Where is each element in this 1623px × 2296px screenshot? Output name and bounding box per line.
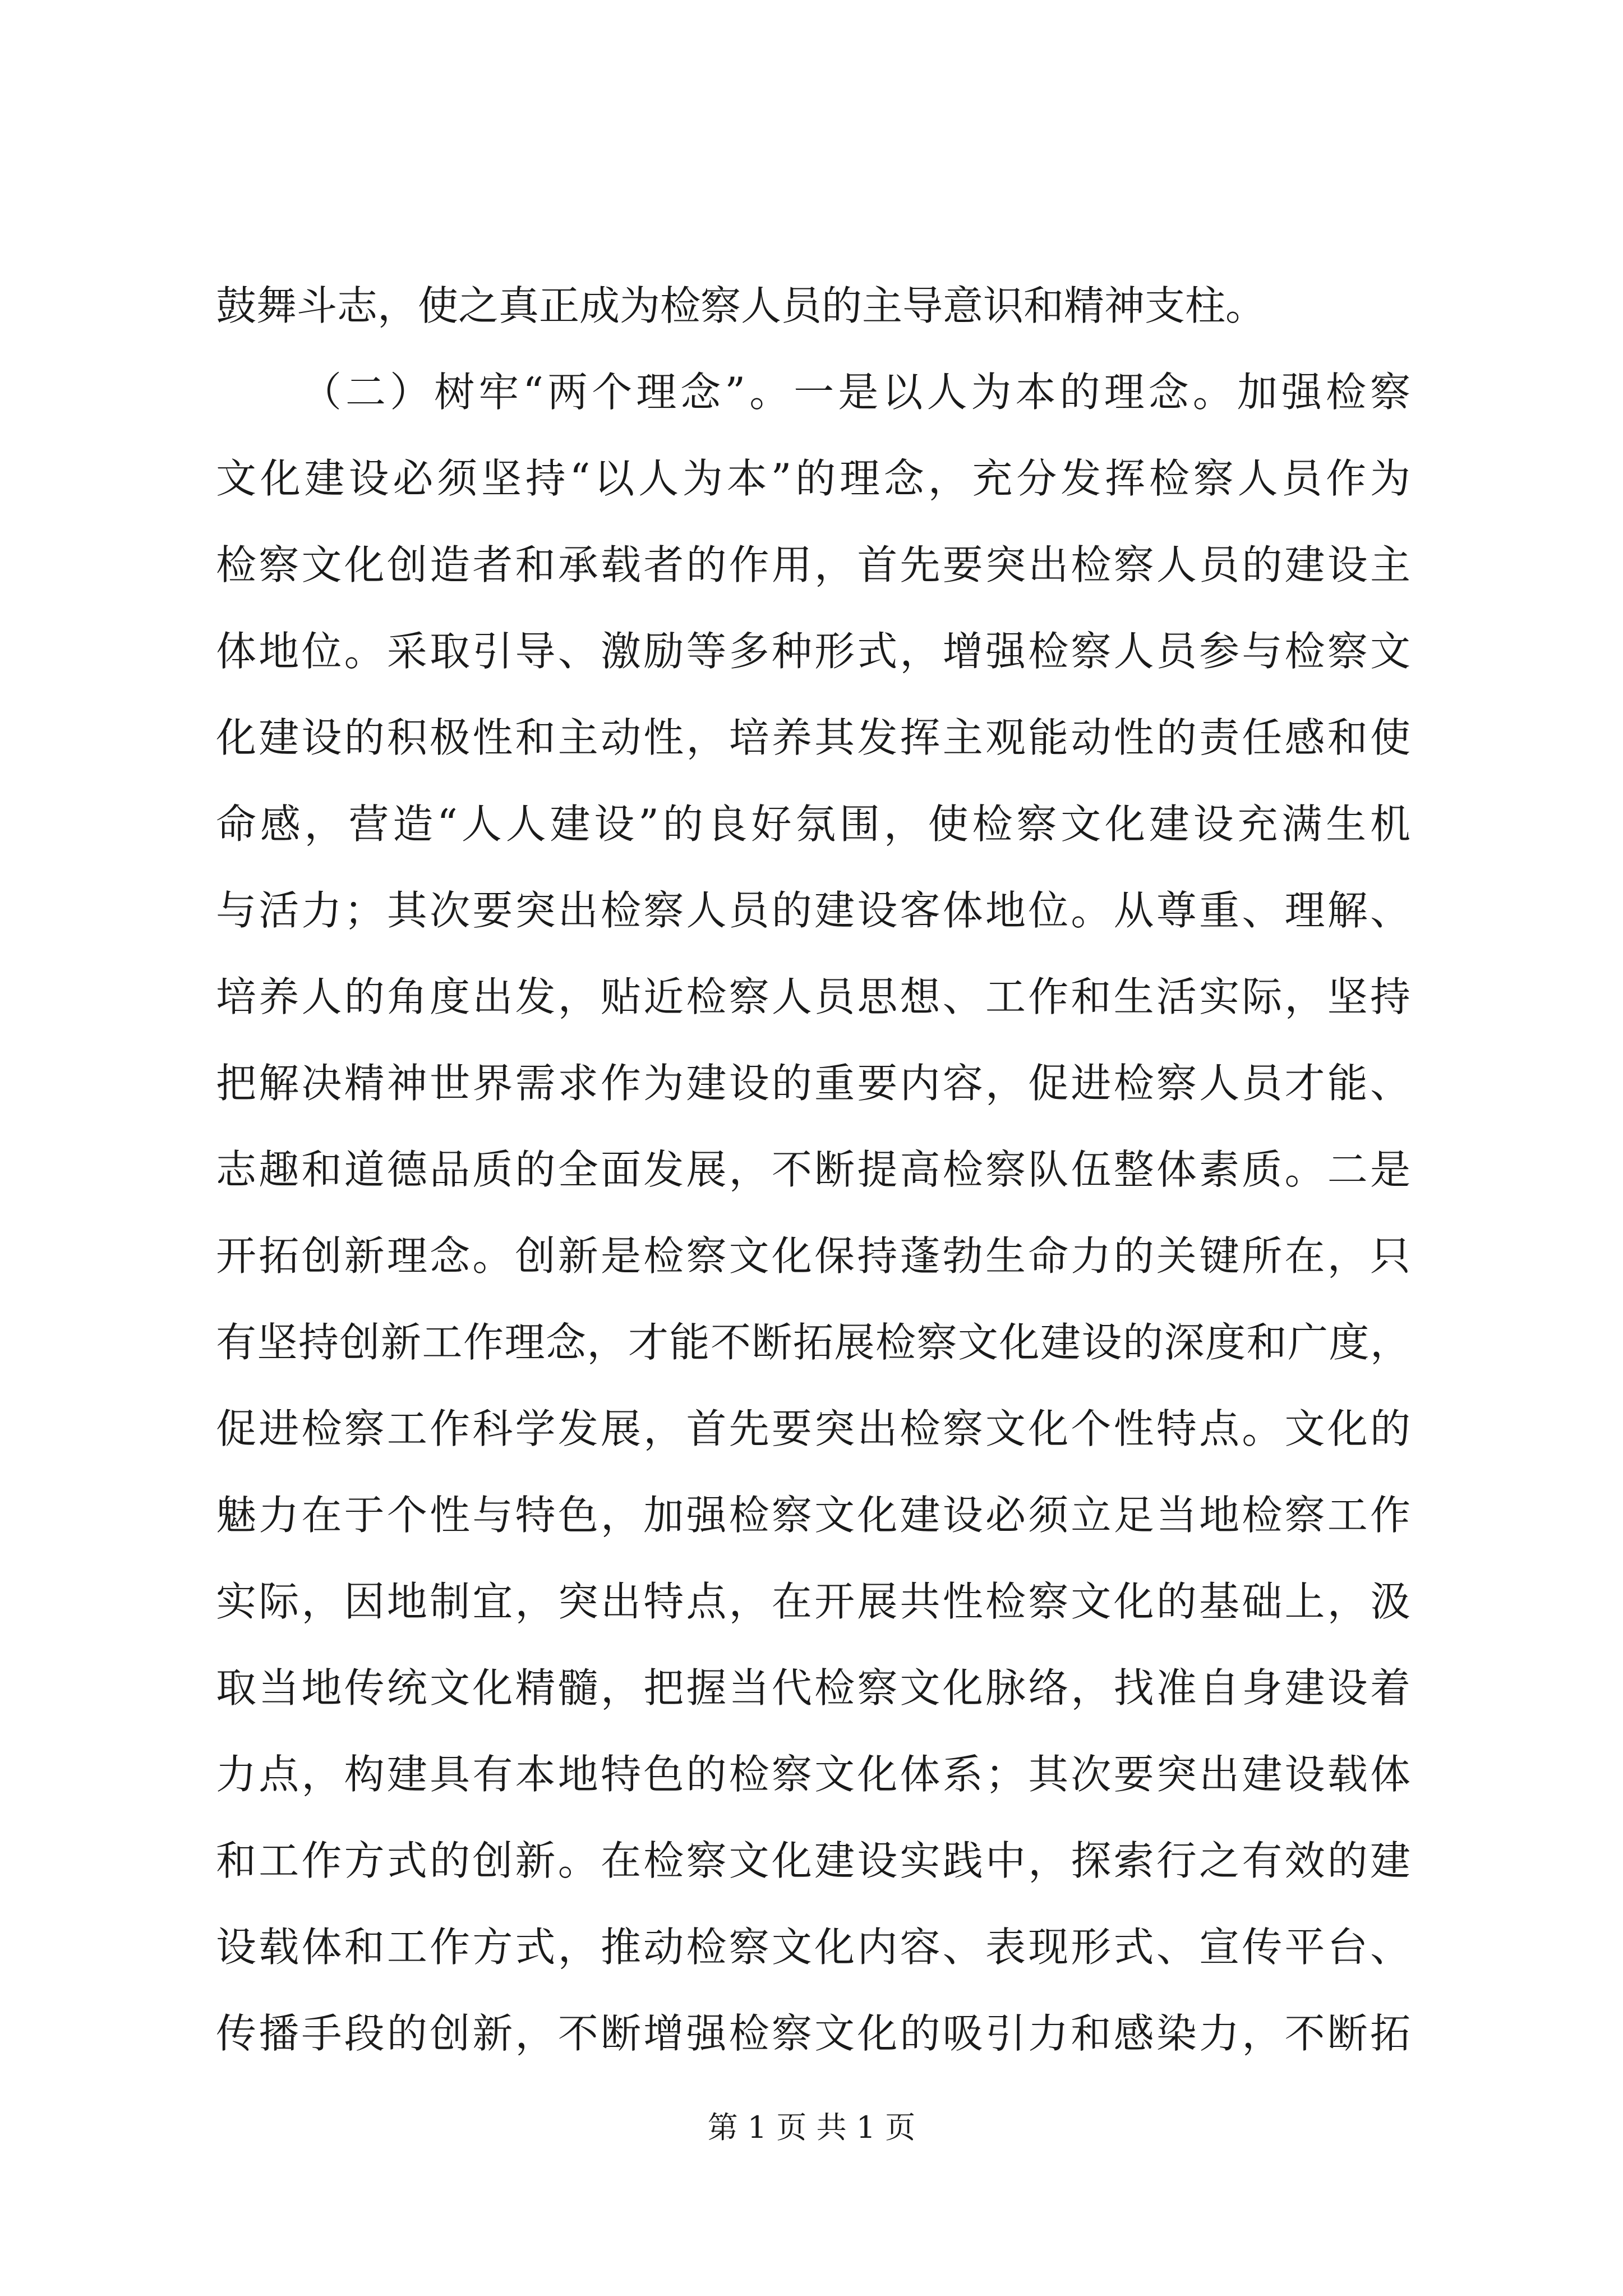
text-line: 把解决精神世界需求作为建设的重要内容，促进检察人员才能、 — [216, 1060, 1410, 1107]
text-line: 化建设的积极性和主动性，培养其发挥主观能动性的责任感和使 — [216, 714, 1410, 761]
text-line: 命感，营造“人人建设”的良好氛围，使检察文化建设充满生机 — [216, 800, 1410, 848]
text-line: 实际，因地制宜，突出特点，在开展共性检察文化的基础上，汲 — [216, 1578, 1410, 1625]
text-line: 取当地传统文化精髓，把握当代检察文化脉络，找准自身建设着 — [216, 1664, 1410, 1711]
text-line: 促进检察工作科学发展，首先要突出检察文化个性特点。文化的 — [216, 1405, 1410, 1452]
text-line: 魅力在于个性与特色，加强检察文化建设必须立足当地检察工作 — [216, 1492, 1410, 1539]
text-line: 与活力；其次要突出检察人员的建设客体地位。从尊重、理解、 — [216, 887, 1410, 934]
text-line: 有坚持创新工作理念，才能不断拓展检察文化建设的深度和广度， — [216, 1319, 1410, 1366]
text-line: 志趣和道德品质的全面发展，不断提高检察队伍整体素质。二是 — [216, 1146, 1410, 1193]
text-line: 培养人的角度出发，贴近检察人员思想、工作和生活实际，坚持 — [216, 973, 1410, 1020]
page-footer — [0, 2108, 1623, 2147]
text-line: 设载体和工作方式，推动检察文化内容、表现形式、宣传平台、 — [216, 1924, 1410, 1971]
text-line: 传播手段的创新，不断增强检察文化的吸引力和感染力，不断拓 — [216, 2010, 1410, 2057]
text-line: 开拓创新理念。创新是检察文化保持蓬勃生命力的关键所在，只 — [216, 1232, 1410, 1280]
text-line: 和工作方式的创新。在检察文化建设实践中，探索行之有效的建 — [216, 1837, 1410, 1884]
text-line: 文化建设必须坚持“以人为本”的理念，充分发挥检察人员作为 — [216, 455, 1410, 502]
text-line: （二）树牢“两个理念”。一是以人为本的理念。加强检察 — [301, 369, 1410, 416]
text-line: 力点，构建具有本地特色的检察文化体系；其次要突出建设载体 — [216, 1751, 1410, 1798]
text-line: 鼓舞斗志，使之真正成为检察人员的主导意识和精神支柱。 — [216, 282, 1266, 329]
page-number-label: 第 1 页 共 1 页 — [707, 2110, 916, 2145]
text-line: 检察文化创造者和承载者的作用，首先要突出检察人员的建设主 — [216, 541, 1410, 588]
text-line: 体地位。采取引导、激励等多种形式，增强检察人员参与检察文 — [216, 628, 1410, 675]
